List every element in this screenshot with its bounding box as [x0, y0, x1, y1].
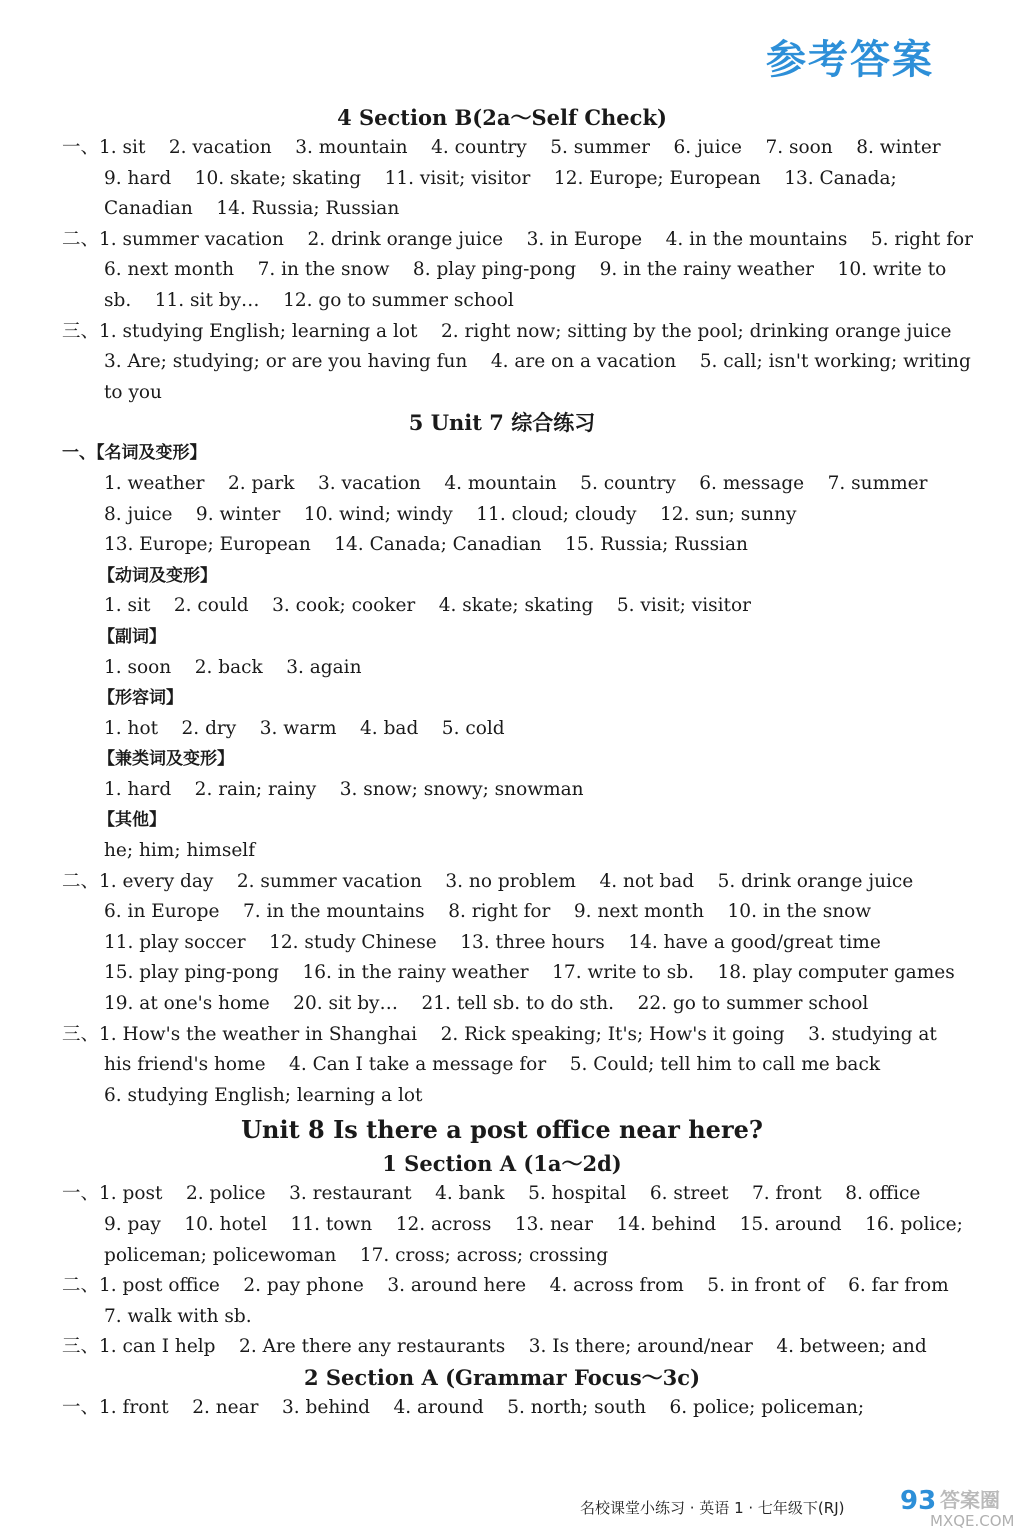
answer-line: 三、1. How's the weather in Shanghai 2. Rick speaking; It's; How's it going 3. studying at: [62, 1023, 937, 1045]
answer-line: 1. sit 2. could 3. cook; cooker 4. skate; skating 5. visit; visitor: [104, 595, 751, 617]
answer-line: to you: [104, 381, 162, 403]
answer-line: 一、1. sit 2. vacation 3. mountain 4. country 5. summer 6. juice 7. soon 8. winter: [62, 137, 941, 158]
answer-line: 一、1. front 2. near 3. behind 4. around 5. north; south 6. police; policeman;: [62, 1396, 865, 1418]
answer-line: 15. play ping-pong 16. in the rainy weather 17. write to sb. 18. play computer games: [104, 962, 955, 984]
answer-line: 三、1. studying English; learning a lot 2. right now; sitting by the pool; drinking orange juice: [62, 320, 952, 342]
answer-line: he; him; himself: [104, 840, 256, 862]
answer-line: policeman; policewoman 17. cross; across; crossing: [104, 1244, 609, 1266]
answer-line: sb. 11. sit by… 12. go to summer school: [104, 289, 514, 311]
category-heading: 【形容词】: [98, 688, 183, 709]
answer-line: 9. hard 10. skate; skating 11. visit; visitor 12. Europe; European 13. Canada;: [104, 167, 897, 189]
answer-line: 6. studying English; learning a lot: [104, 1084, 423, 1106]
answer-line: 7. walk with sb.: [104, 1305, 252, 1327]
answer-line: 1. weather 2. park 3. vacation 4. mountain 5. country 6. message 7. summer: [104, 472, 928, 494]
answer-line: 8. juice 9. winter 10. wind; windy 11. cloud; cloudy 12. sun; sunny: [104, 503, 797, 525]
answer-line: 13. Europe; European 14. Canada; Canadian 15. Russia; Russian: [104, 534, 748, 556]
answer-content: [62, 103, 974, 1424]
answer-line: 二、1. every day 2. summer vacation 3. no problem 4. not bad 5. drink orange juice: [62, 870, 914, 892]
answer-line: 6. in Europe 7. in the mountains 8. right for 9. next month 10. in the snow: [104, 901, 872, 923]
answer-line: 二、1. summer vacation 2. drink orange juice 3. in Europe 4. in the mountains 5. right for: [62, 228, 974, 250]
section-title: 2 Section A (Grammar Focus～3c): [303, 1364, 701, 1390]
watermark-url: MXQE.COM: [930, 1512, 1015, 1530]
answer-line: 3. Are; studying; or are you having fun 4. are on a vacation 5. call; isn't working; writing: [104, 351, 971, 373]
category-heading: 一、【名词及变形】: [62, 443, 207, 464]
category-heading: 【动词及变形】: [98, 565, 217, 586]
answer-line: 三、1. can I help 2. Are there any restaurants 3. Is there; around/near 4. between; and: [62, 1336, 927, 1358]
section-title: 4 Section B(2a～Self Check): [337, 105, 667, 130]
page-number: 93: [900, 1486, 937, 1516]
category-heading: 【副词】: [98, 626, 166, 647]
section-title: 1 Section A (1a～2d): [382, 1151, 622, 1177]
answer-line: 一、1. post 2. police 3. restaurant 4. bank 5. hospital 6. street 7. front 8. office: [62, 1183, 921, 1205]
footer-text: 名校课堂小练习 · 英语 1 · 七年级下(RJ): [580, 1499, 845, 1517]
category-heading: 【兼类词及变形】: [98, 749, 234, 770]
answer-line: 1. soon 2. back 3. again: [104, 656, 362, 678]
answer-line: 1. hot 2. dry 3. warm 4. bad 5. cold: [104, 717, 505, 739]
category-heading: 【其他】: [98, 810, 166, 831]
answer-line: 19. at one's home 20. sit by… 21. tell sb. to do sth. 22. go to summer school: [104, 993, 869, 1015]
answer-line: 9. pay 10. hotel 11. town 12. across 13. near 14. behind 15. around 16. police;: [104, 1214, 963, 1235]
unit-title: Unit 8 Is there a post office near here?: [241, 1115, 763, 1145]
answer-line: 6. next month 7. in the snow 8. play ping-pong 9. in the rainy weather 10. write to: [104, 259, 947, 281]
answer-line: 11. play soccer 12. study Chinese 13. three hours 14. have a good/great time: [104, 931, 881, 953]
answer-line: Canadian 14. Russia; Russian: [104, 198, 400, 220]
answer-line: 1. hard 2. rain; rainy 3. snow; snowy; snowman: [104, 778, 584, 800]
watermark-logo: 答案圈: [940, 1488, 1000, 1512]
page-header-title: 参考答案: [766, 37, 934, 83]
section-title: 5 Unit 7 综合练习: [408, 410, 596, 436]
answer-line: his friend's home 4. Can I take a message for 5. Could; tell him to call me back: [104, 1054, 881, 1076]
answer-line: 二、1. post office 2. pay phone 3. around here 4. across from 5. in front of 6. far from: [62, 1275, 949, 1297]
